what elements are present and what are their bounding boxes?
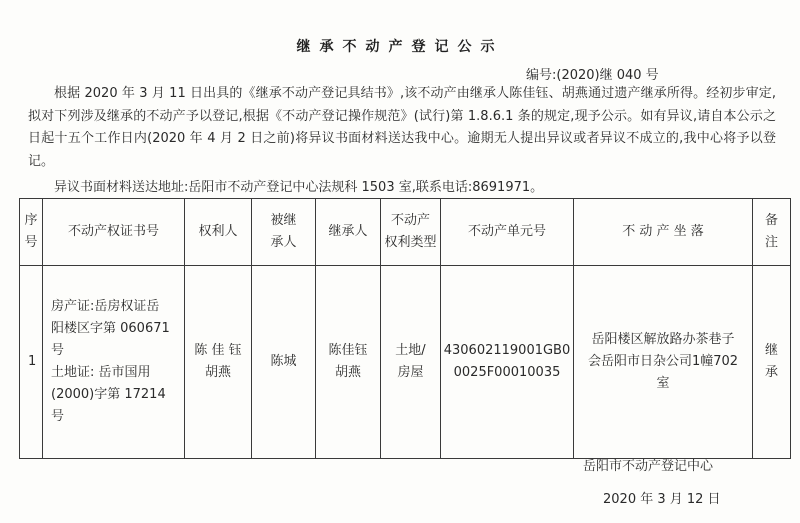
cell-decedent: 陈城: [252, 266, 316, 459]
registration-table: [19, 198, 791, 459]
header-heir: 继承人: [316, 199, 381, 266]
header-remark: 备 注: [753, 199, 791, 266]
notice-body-paragraph: 根据 2020 年 3 月 11 日出具的《继承不动产登记具结书》,该不动产由继承人陈佳钰、胡燕通过遗产继承所得。经初步审定, 拟对下列涉及继承的不动产予以登记,根据《不动产登记操作规范》(试行)第 1.8.6.1 条的规定,现予公示。如有异议,请自本公示之日起十五个工作日内(2020 年 4 月 2 日之前)将异议书面材料送达我中心。逾期无人提出异议或者异议不成立的,我中心将予以登记。: [28, 86, 776, 169]
notice-title: 继承不动产登记公示: [296, 39, 504, 55]
objection-address-line: 异议书面材料送达地址:岳阳市不动产登记中心法规科 1503 室,联系电话:8691971。: [54, 180, 544, 195]
cell-remark: 继 承: [753, 266, 791, 459]
issuing-authority: 岳阳市不动产登记中心: [583, 459, 714, 474]
cell-heir: 陈佳钰 胡燕: [316, 266, 381, 459]
table-header-row: [20, 199, 791, 266]
cell-unit-no: 430602119001GB0 0025F00010035: [441, 266, 574, 459]
issue-date: 2020 年 3 月 12 日: [603, 492, 721, 507]
header-certificate-no: 不动产权证书号: [43, 199, 185, 266]
document-number: 编号:(2020)继 040 号: [526, 68, 659, 83]
table-row: [20, 266, 791, 459]
header-unit-no: 不动产单元号: [441, 199, 574, 266]
cell-certificate-no: 房产证:岳房权证岳 阳楼区字第 060671 号 土地证: 岳市国用 (2000)字第 17214 号: [43, 266, 185, 459]
cell-right-type: 土地/ 房屋: [381, 266, 441, 459]
header-location: 不 动 产 坐 落: [574, 199, 753, 266]
header-seq: 序 号: [20, 199, 43, 266]
header-right-type: 不动产 权利类型: [381, 199, 441, 266]
header-decedent: 被继 承人: [252, 199, 316, 266]
cell-seq: 1: [20, 266, 43, 459]
header-obligee: 权利人: [185, 199, 252, 266]
cell-location: 岳阳楼区解放路办茶巷子 会岳阳市日杂公司1幢702 室: [574, 266, 753, 459]
cell-obligee: 陈 佳 钰 胡燕: [185, 266, 252, 459]
